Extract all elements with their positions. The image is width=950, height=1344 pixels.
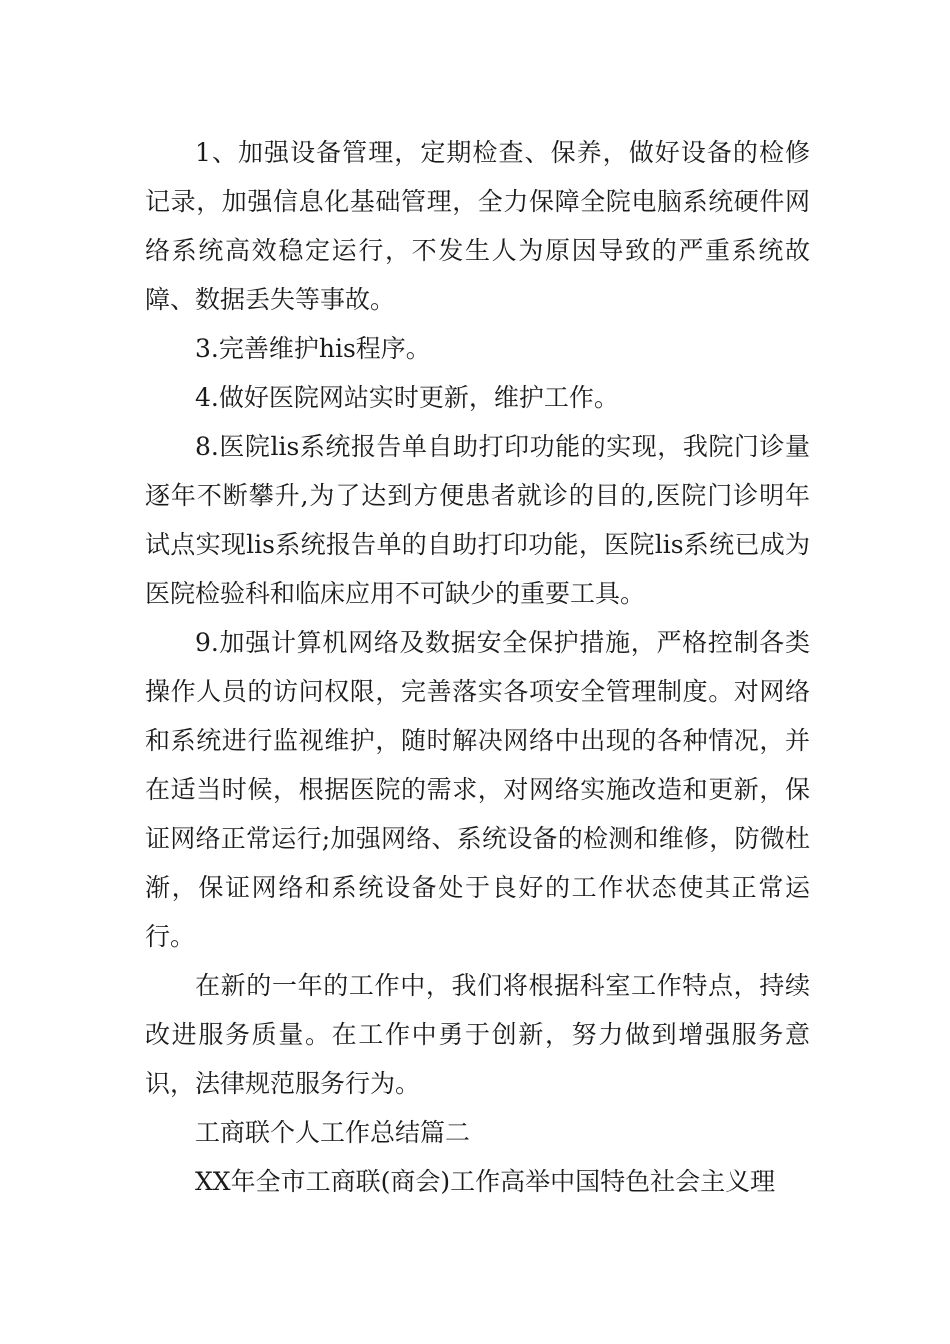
document-body bbox=[145, 128, 810, 1206]
paragraph-intro-truncated: XX年全市工商联(商会)工作高举中国特色社会主义理 bbox=[195, 1167, 776, 1196]
paragraph-lis-self-print: 8.医院lis系统报告单自助打印功能的实现，我院门诊量逐年不断攀升,为了达到方便患者就诊的目的,医院门诊明年试点实现lis系统报告单的自助打印功能，医院lis系统已成为医院检验科和临床应用不可缺少的重要工具。 bbox=[145, 432, 810, 608]
paragraph-equipment-management: 1、加强设备管理，定期检查、保养，做好设备的检修记录，加强信息化基础管理，全力保障全院电脑系统硬件网络系统高效稳定运行，不发生人为原因导致的严重系统故障、数据丢失等事故。 bbox=[145, 138, 810, 314]
paragraph-network-security: 9.加强计算机网络及数据安全保护措施，严格控制各类操作人员的访问权限，完善落实各项安全管理制度。对网络和系统进行监视维护，随时解决网络中出现的各种情况，并在适当时候，根据医院的需求，对网络实施改造和更新，保证网络正常运行;加强网络、系统设备的检测和维修，防微杜渐，保证网络和系统设备处于良好的工作状态使其正常运行。 bbox=[145, 628, 810, 951]
section-heading: 工商联个人工作总结篇二 bbox=[195, 1118, 471, 1147]
paragraph-hospital-website: 4.做好医院网站实时更新，维护工作。 bbox=[195, 383, 619, 412]
paragraph-new-year-plan: 在新的一年的工作中，我们将根据科室工作特点，持续改进服务质量。在工作中勇于创新，努力做到增强服务意识，法律规范服务行为。 bbox=[145, 971, 810, 1098]
paragraph-his-program: 3.完善维护his程序。 bbox=[195, 334, 431, 363]
